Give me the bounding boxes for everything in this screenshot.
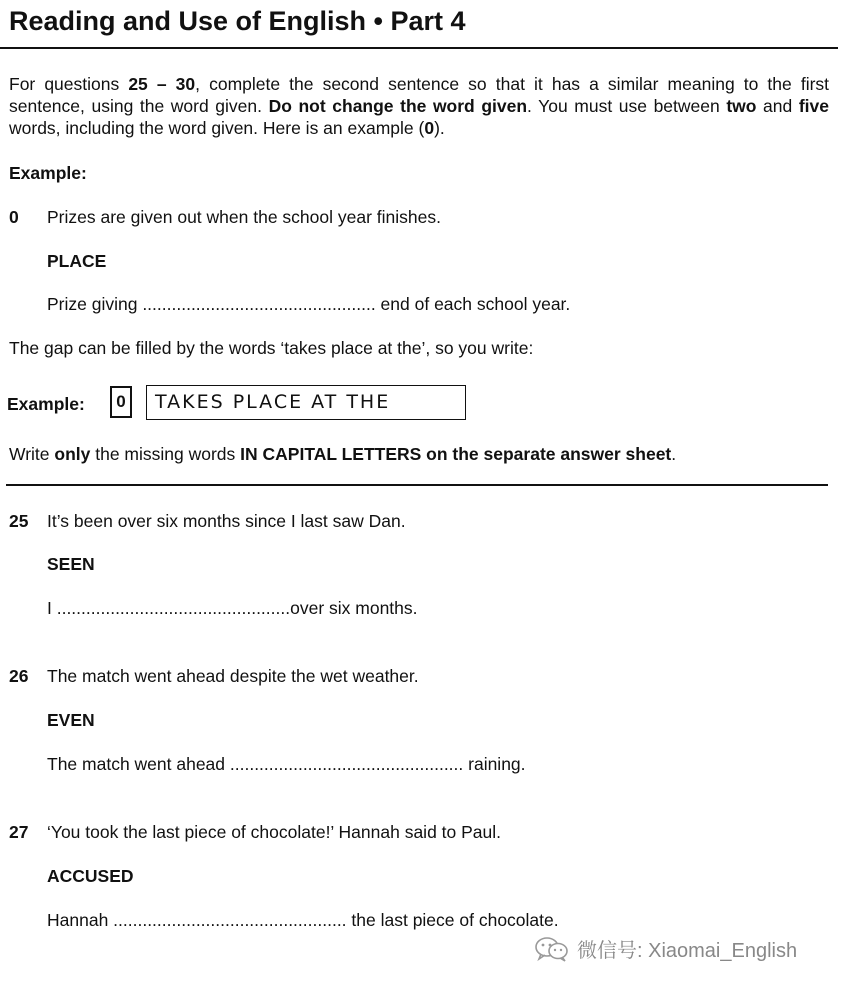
- intro-text: For questions: [9, 74, 129, 94]
- intro-text: words, including the word given. Here is an example (: [9, 118, 425, 138]
- example-answer-number-box: 0: [110, 386, 132, 418]
- example-gapped-sentence: Prize giving ................................................ end of each school year.: [47, 294, 571, 314]
- instruction-text: .: [671, 444, 677, 464]
- instructions-paragraph: [9, 73, 829, 139]
- wechat-icon: [533, 935, 571, 963]
- question-keyword: SEEN: [47, 554, 95, 574]
- gap-explanation: The gap can be filled by the words ‘takes place at the’, so you write:: [9, 338, 534, 358]
- intro-text: ).: [434, 118, 445, 138]
- example-number: 0: [9, 207, 19, 227]
- instruction-text: Write: [9, 444, 55, 464]
- question-gapped-sentence: I ................................................over six months.: [47, 598, 418, 618]
- question-number: 26: [9, 666, 29, 686]
- question-gapped-sentence: Hannah ................................................ the last piece of chocolate.: [47, 910, 559, 930]
- intro-text: , complete the second sentence so that it has a similar meaning to the first sentence, using the word given.: [9, 74, 830, 116]
- question-sentence: ‘You took the last piece of chocolate!’ Hannah said to Paul.: [47, 822, 502, 842]
- example-heading: Example:: [9, 163, 87, 183]
- example-answer-box: TAKES PLACE AT THE: [146, 385, 466, 420]
- example-answer-label: Example:: [7, 394, 85, 414]
- answer-instruction: [9, 444, 676, 465]
- title-divider: [0, 47, 838, 49]
- question-gapped-sentence: The match went ahead ................................................ raining.: [47, 754, 526, 774]
- question-number: 27: [9, 822, 29, 842]
- section-divider: [6, 484, 828, 486]
- intro-emphasis: five: [798, 96, 829, 116]
- intro-emphasis: 0: [424, 118, 435, 138]
- intro-text: . You must use between: [527, 96, 727, 116]
- question-sentence: It’s been over six months since I last saw Dan.: [47, 511, 406, 531]
- example-keyword: PLACE: [47, 251, 107, 271]
- watermark-text: 微信号: Xiaomai_English: [577, 940, 798, 962]
- intro-emphasis: Do not change the word given: [268, 96, 528, 116]
- question-number: 25: [9, 511, 29, 531]
- question-keyword: EVEN: [47, 710, 95, 730]
- question-sentence: The match went ahead despite the wet weather.: [47, 666, 419, 686]
- question-range: 25 – 30: [128, 74, 196, 94]
- wechat-watermark: [533, 934, 797, 963]
- instruction-text: the missing words: [90, 444, 241, 464]
- instruction-emphasis: IN CAPITAL LETTERS on the separate answer sheet: [240, 444, 672, 464]
- question-keyword: ACCUSED: [47, 866, 134, 886]
- example-sentence: Prizes are given out when the school year finishes.: [47, 207, 441, 227]
- intro-text: and: [756, 96, 799, 116]
- instruction-emphasis: only: [54, 444, 91, 464]
- page-title: Reading and Use of English • Part 4: [9, 6, 466, 36]
- intro-emphasis: two: [726, 96, 757, 116]
